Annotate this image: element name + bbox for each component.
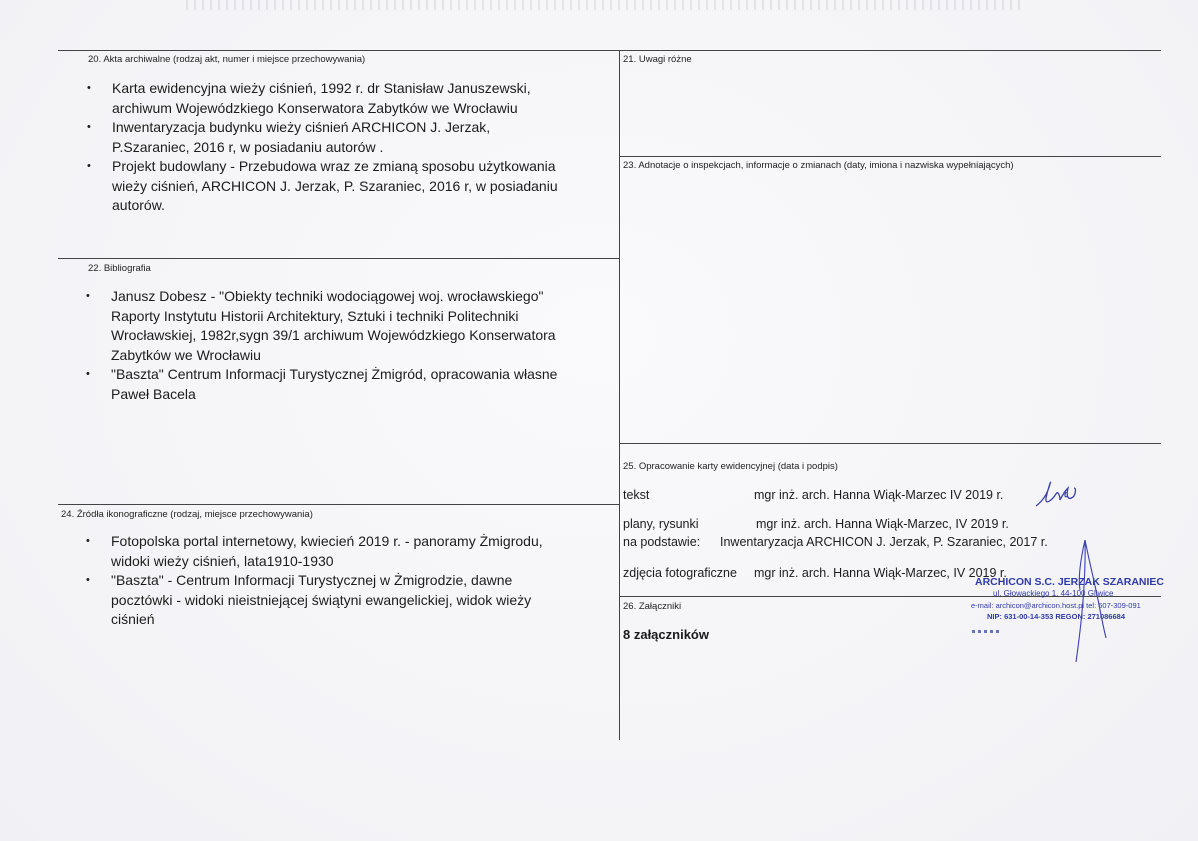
section-22-list bbox=[86, 287, 617, 404]
s20-item-line: Inwentaryzacja budynku wieży ciśnień ARCHICON J. Jerzak, bbox=[112, 119, 491, 135]
bullet-icon: • bbox=[86, 574, 90, 586]
stamp-smudge-mark bbox=[972, 630, 1002, 633]
bullet-icon: • bbox=[86, 290, 90, 302]
section-24-label: 24. Źródła ikonograficzne (rodzaj, miejsce przechowywania) bbox=[61, 509, 313, 520]
section-21-label: 21. Uwagi różne bbox=[623, 54, 692, 65]
bullet-icon: • bbox=[86, 368, 90, 380]
rule-24 bbox=[58, 504, 619, 505]
s20-item-line: archiwum Wojewódzkiego Konserwatora Zabytków we Wrocławiu bbox=[112, 99, 518, 116]
s22-item-line: Raporty Instytutu Historii Architektury, Sztuki i techniki Politechniki bbox=[111, 307, 519, 324]
row-tekst-value: mgr inż. arch. Hanna Wiąk-Marzec IV 2019 r. bbox=[754, 488, 1004, 502]
row-plany-value: mgr inż. arch. Hanna Wiąk-Marzec, IV 2019 r. bbox=[756, 517, 1009, 531]
s24-item-line: "Baszta" - Centrum Informacji Turystycznej w Żmigrodzie, dawne bbox=[111, 572, 513, 588]
stamp-address: ul. Głowackiego 1, 44-100 Gliwice bbox=[993, 589, 1114, 598]
section-20-label: 20. Akta archiwalne (rodzaj akt, numer i miejsce przechowywania) bbox=[88, 54, 366, 65]
s20-item bbox=[87, 157, 617, 216]
section-24-list bbox=[86, 532, 617, 630]
s24-item bbox=[86, 532, 617, 571]
stamp-ids: NIP: 631-00-14-353 REGON: 271086684 bbox=[987, 612, 1125, 621]
row-podstawa-value: Inwentaryzacja ARCHICON J. Jerzak, P. Szaraniec, 2017 r. bbox=[720, 535, 1048, 549]
row-tekst-key: tekst bbox=[623, 488, 650, 502]
stamp-company: ARCHICON S.C. JERZAK SZARANIEC bbox=[975, 576, 1165, 588]
row-podstawa-key: na podstawie: bbox=[623, 535, 701, 549]
attachments-count: 8 załączników bbox=[623, 627, 709, 642]
rule-top bbox=[58, 50, 1161, 51]
rule-22 bbox=[58, 258, 619, 259]
s22-item bbox=[86, 287, 617, 365]
s20-item-line: Karta ewidencyjna wieży ciśnień, 1992 r. dr Stanisław Januszewski, bbox=[112, 80, 531, 96]
s20-item-line: wieży ciśnień, ARCHICON J. Jerzak, P. Szaraniec, 2016 r, w posiadaniu bbox=[112, 177, 558, 194]
stamp-email: e-mail: archicon@archicon.host.pl tel: 607-309-091 bbox=[971, 601, 1141, 610]
s20-item-line: P.Szaraniec, 2016 r, w posiadaniu autorów . bbox=[112, 138, 384, 155]
signature-mark bbox=[1030, 470, 1170, 670]
scan-edge-texture bbox=[180, 0, 1020, 10]
s20-item-line: Projekt budowlany - Przebudowa wraz ze zmianą sposobu użytkowania bbox=[112, 158, 556, 174]
bullet-icon: • bbox=[87, 121, 91, 133]
row-zdjecia-value: mgr inż. arch. Hanna Wiąk-Marzec, IV 2019 r. bbox=[754, 566, 1007, 580]
bullet-icon: • bbox=[87, 82, 91, 94]
rule-center bbox=[619, 50, 620, 740]
rule-23 bbox=[619, 156, 1161, 157]
s24-item-line: ciśnień bbox=[111, 611, 155, 627]
s22-item-line: Zabytków we Wrocławiu bbox=[111, 346, 261, 363]
section-23-label: 23. Adnotacje o inspekcjach, informacje o zmianach (daty, imiona i nazwiska wypełniających) bbox=[623, 160, 1014, 171]
s24-item-line: pocztówki - widoki nieistniejącej świątyni ewangelickiej, widok wieży bbox=[111, 591, 532, 608]
s20-item bbox=[87, 79, 617, 118]
bullet-icon: • bbox=[87, 160, 91, 172]
bullet-icon: • bbox=[86, 535, 90, 547]
s22-item-line: "Baszta" Centrum Informacji Turystycznej Żmigród, opracowania własne bbox=[111, 366, 558, 382]
s24-item-line: Fotopolska portal internetowy, kwiecień 2019 r. - panoramy Żmigrodu, bbox=[111, 533, 543, 549]
s22-item-line: Wrocławskiej, 1982r,sygn 39/1 archiwum Wojewódzkiego Konserwatora bbox=[111, 327, 556, 343]
s20-item-line: autorów. bbox=[112, 197, 165, 213]
section-22-label: 22. Bibliografia bbox=[88, 263, 151, 274]
section-25-label: 25. Opracowanie karty ewidencyjnej (data i podpis) bbox=[623, 461, 838, 472]
s22-item-line: Paweł Bacela bbox=[111, 385, 196, 402]
s24-item bbox=[86, 571, 617, 630]
row-plany-key: plany, rysunki bbox=[623, 517, 699, 531]
s24-item-line: widoki wieży ciśnień, lata1910-1930 bbox=[111, 552, 334, 569]
s22-item-line: Janusz Dobesz - "Obiekty techniki wodociągowej woj. wrocławskiego" bbox=[111, 288, 544, 304]
section-20-list bbox=[87, 79, 617, 216]
row-zdjecia-key: zdjęcia fotograficzne bbox=[623, 566, 737, 580]
section-26-label: 26. Załączniki bbox=[623, 601, 682, 612]
s22-item bbox=[86, 365, 617, 404]
rule-25 bbox=[619, 443, 1161, 444]
s20-item bbox=[87, 118, 617, 157]
